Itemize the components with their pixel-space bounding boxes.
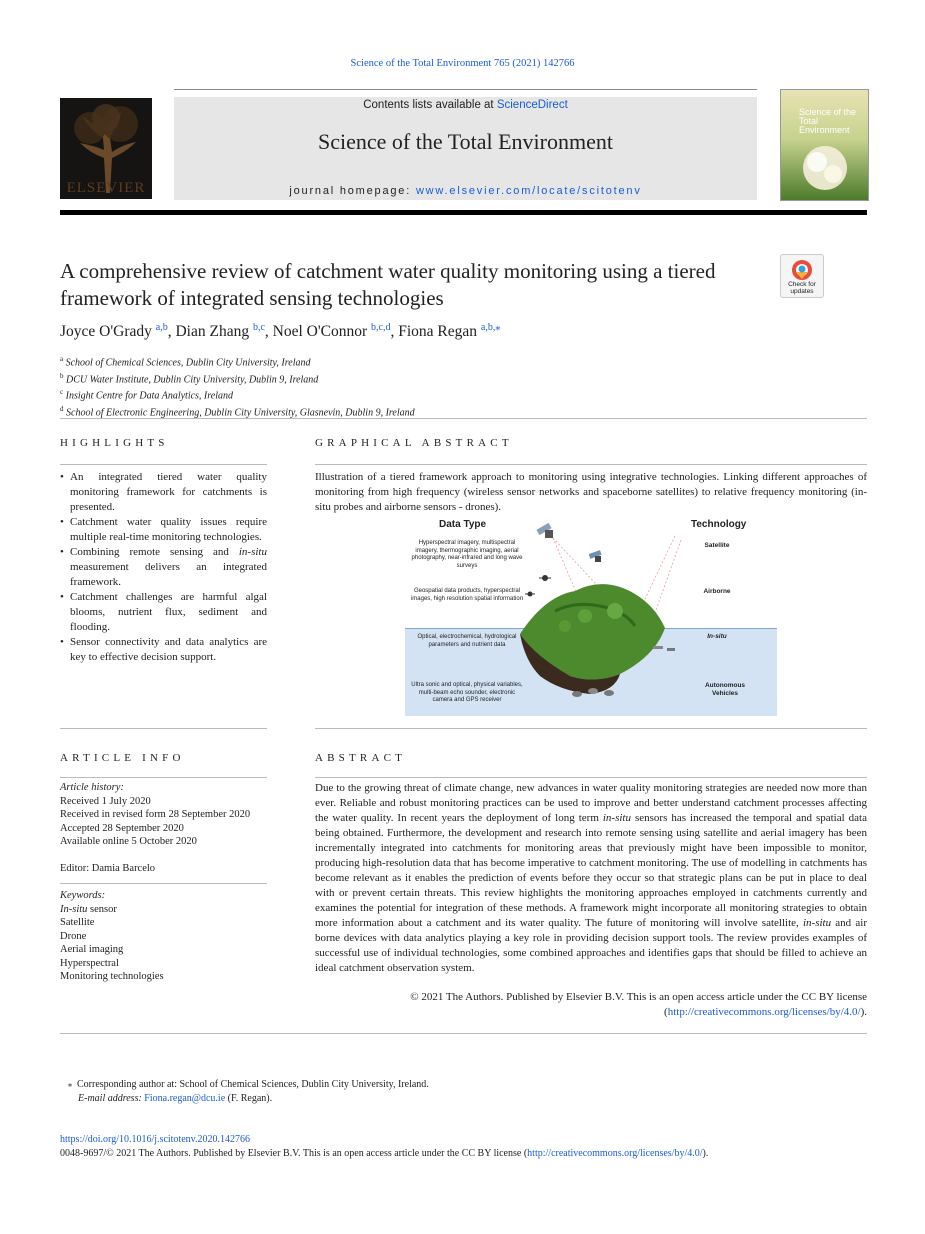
- abstract-license: © 2021 The Authors. Published by Elsevier B.V. This is an open access article under the CC BY license (http://creativecommons.org/licenses/by/4.0/).: [410, 991, 867, 1018]
- publisher-name: ELSEVIER: [66, 180, 146, 196]
- check-for-updates-button[interactable]: [780, 254, 824, 298]
- highlight-item: • Catchment water quality issues require multiple real-time monitoring technologies.: [60, 515, 267, 545]
- divider: [60, 418, 867, 419]
- journal-cover: [780, 89, 869, 201]
- cover-title: Science of the Total Environment: [799, 107, 857, 135]
- affiliations: [60, 353, 760, 420]
- figure-col-data-type: Data Type: [439, 519, 487, 530]
- article-history: [60, 781, 267, 875]
- history-item: Available online 5 October 2020: [60, 836, 197, 847]
- article-title: A comprehensive review of catchment water quality monitoring using a tiered framework of integrated sensing technologies: [60, 259, 716, 310]
- highlight-item: • An integrated tiered water quality monitoring framework for catchments is presented.: [60, 470, 267, 515]
- history-item: Received in revised form 28 September 2020: [60, 809, 251, 820]
- affiliation: $^b$ DCU Water Institute, Dublin City University, Dublin 9, Ireland: [60, 371, 319, 385]
- keywords: [60, 889, 267, 984]
- figure-data-insitu: Optical, electrochemical, hydrological parameters and nutrient data: [417, 634, 517, 648]
- keyword: Hyperspectral: [60, 957, 119, 969]
- keyword: Drone: [60, 930, 87, 942]
- figure-data-satellite: Hyperspectral imagery, multispectral imagery, thermographic imaging, aerial photography, near-infrared and long wave surveys: [411, 540, 523, 569]
- graphical-abstract-figure[interactable]: [405, 516, 777, 716]
- satellite-icon: [589, 550, 602, 562]
- boat-icon: [653, 646, 675, 651]
- figure-data-airborne: Geospatial data products, hyperspectral images, high resolution spatial information: [410, 588, 524, 602]
- highlight-item: • Sensor connectivity and data analytics are key to effective decision support.: [60, 635, 267, 665]
- header-rule: [60, 210, 867, 215]
- drone-icon: [525, 592, 535, 597]
- cover-sphere-icon: [795, 140, 855, 195]
- journal-banner: [174, 97, 757, 200]
- rights-line: 0048-9697/© 2021 The Authors. Published by Elsevier B.V. This is an open access article under the CC BY license (http://creativecommons.org/licenses/by/4.0/).: [60, 1148, 709, 1159]
- divider: [315, 728, 867, 729]
- drone-icon: [539, 575, 551, 581]
- homepage-line: journal homepage: www.elsevier.com/locate/scitotenv: [289, 185, 642, 197]
- editor: Editor: Damia Barcelo: [60, 862, 156, 874]
- affiliation: $^a$ School of Chemical Sciences, Dublin City University, Ireland: [60, 355, 311, 369]
- doi-link-wrap: [60, 1134, 250, 1145]
- sciencedirect-link[interactable]: ScienceDirect: [496, 99, 568, 111]
- history-item: Received 1 July 2020: [60, 795, 151, 807]
- abstract-heading: ABSTRACT: [315, 752, 407, 764]
- graphical-abstract-caption: Illustration of a tiered framework approach to monitoring using integrative technologies. Linking different approaches of monitoring from high frequency (wireless sensor networks and spaceborne satellites) to relative frequency monitoring (in-situ probes and airborne sensors - drones).: [315, 471, 867, 513]
- abstract-text: Due to the growing threat of climate change, new advances in water quality monitoring strategies are needed now more than ever. Reliable and robust monitoring practices can be used to improve and better understand catchment processes affecting the water quality. In recent years the deployment of long term in-situ sensors has increased the temporal and spatial data being obtained. Furthermore, the development and research into remote sensing using satellite and aerial imagery has been incrementally integrated into catchments for monitoring areas that previously might have been impossible to monitor, producing high-resolution data that has become imperative to catchment monitoring. The use of modelling in catchments has become relevant as it enables the prediction of events before they occur so that strategic plans can be put in place to deal with or prevent certain threats. This review highlights the monitoring approaches employed in catchments currently and examines the potential for integration of these methods. A framework might incorporate all monitoring strategies to obtain more information about a catchment and its water quality. The future of monitoring will involve satellite, in-situ and air borne devices with data analytics playing a key role in providing decision support tools. The review provides examples of successful use of individual technologies, some combined approaches and identifies gaps that should be filled to achieve an ideal catchment observation system.: [315, 782, 867, 974]
- elsevier-logo: [60, 98, 152, 199]
- highlight-item: • Combining remote sensing and in-situ measurement delivers an integrated framework.: [60, 545, 267, 590]
- email-line: E-mail address: Fiona.regan@dcu.ie (F. Regan).: [78, 1093, 273, 1104]
- keyword: Monitoring technologies: [60, 971, 164, 982]
- crossmark-icon: [791, 259, 813, 281]
- corresponding-author: ⁎ Corresponding author at: School of Chemical Sciences, Dublin City University, Ireland.: [68, 1079, 429, 1090]
- divider: [315, 464, 867, 465]
- divider: [60, 728, 267, 729]
- divider: [315, 777, 867, 778]
- contents-line: Contents lists available at ScienceDirect: [363, 99, 568, 111]
- footer-license-link[interactable]: http://creativecommons.org/licenses/by/4.0/: [527, 1148, 703, 1159]
- figure-tech-airborne: Airborne: [703, 588, 731, 595]
- author[interactable]: Fiona Regan $^{a,b,⁎}$: [398, 322, 501, 341]
- keyword: In-situ sensor: [60, 903, 117, 915]
- spacer: [60, 849, 267, 862]
- corresponding-footnote: [60, 1078, 867, 1106]
- divider: [60, 464, 267, 465]
- journal-title: Science of the Total Environment: [318, 129, 613, 154]
- history-item: Accepted 28 September 2020: [60, 822, 184, 834]
- graphical-abstract-heading: GRAPHICAL ABSTRACT: [315, 437, 513, 449]
- doi-link[interactable]: https://doi.org/10.1016/j.scitotenv.2020.142766: [60, 1134, 250, 1145]
- author-list: Joyce O'Grady $^{a,b}$, Dian Zhang $^{b,c}$, Noel O'Connor $^{b,c,d}$, Fiona Regan $^{a,b,⁎}$: [60, 322, 501, 341]
- highlights-heading: HIGHLIGHTS: [60, 437, 169, 449]
- keyword: Aerial imaging: [60, 944, 124, 955]
- keywords-label: Keywords:: [60, 890, 106, 901]
- history-label: Article history:: [60, 782, 124, 793]
- homepage-link[interactable]: www.elsevier.com/locate/scitotenv: [415, 185, 642, 197]
- affiliation: $^c$ Insight Centre for Data Analytics, Ireland: [60, 388, 234, 402]
- article-info-heading: ARTICLE INFO: [60, 752, 185, 764]
- author[interactable]: Joyce O'Grady $^{a,b}$: [60, 322, 168, 341]
- crossmark-label: Check for updates: [788, 281, 816, 295]
- author[interactable]: Dian Zhang $^{b,c}$: [175, 322, 265, 341]
- affiliation: $^d$ School of Electronic Engineering, Dublin City University, Glasnevin, Dublin 9, Ireland: [60, 404, 415, 419]
- satellite-icon: [536, 523, 553, 538]
- divider: [60, 1033, 867, 1034]
- email-link[interactable]: Fiona.regan@dcu.ie: [144, 1093, 226, 1104]
- figure-illustration: [505, 516, 695, 716]
- divider: [60, 883, 267, 884]
- figure-tech-vehicles: Autonomous Vehicles: [704, 682, 746, 697]
- banner-top-rule: [174, 89, 757, 90]
- highlight-item: • Catchment challenges are harmful algal blooms, nutrient flux, sediment and flooding.: [60, 590, 267, 635]
- keyword: Satellite: [60, 917, 95, 928]
- divider: [60, 777, 267, 778]
- highlights-list: [60, 470, 267, 665]
- license-link[interactable]: http://creativecommons.org/licenses/by/4.0/: [667, 1006, 861, 1018]
- author[interactable]: Noel O'Connor $^{b,c,d}$: [272, 322, 391, 341]
- journal-reference[interactable]: Science of the Total Environment 765 (2021) 142766: [350, 58, 575, 69]
- figure-col-technology: Technology: [691, 519, 747, 530]
- figure-data-vehicles: Ultra sonic and optical, physical variables, multi-beam echo sounder, electronic camera and GPS receiver: [411, 682, 523, 703]
- figure-tech-insitu: In-situ: [707, 633, 727, 640]
- figure-tech-satellite: Satellite: [704, 542, 730, 549]
